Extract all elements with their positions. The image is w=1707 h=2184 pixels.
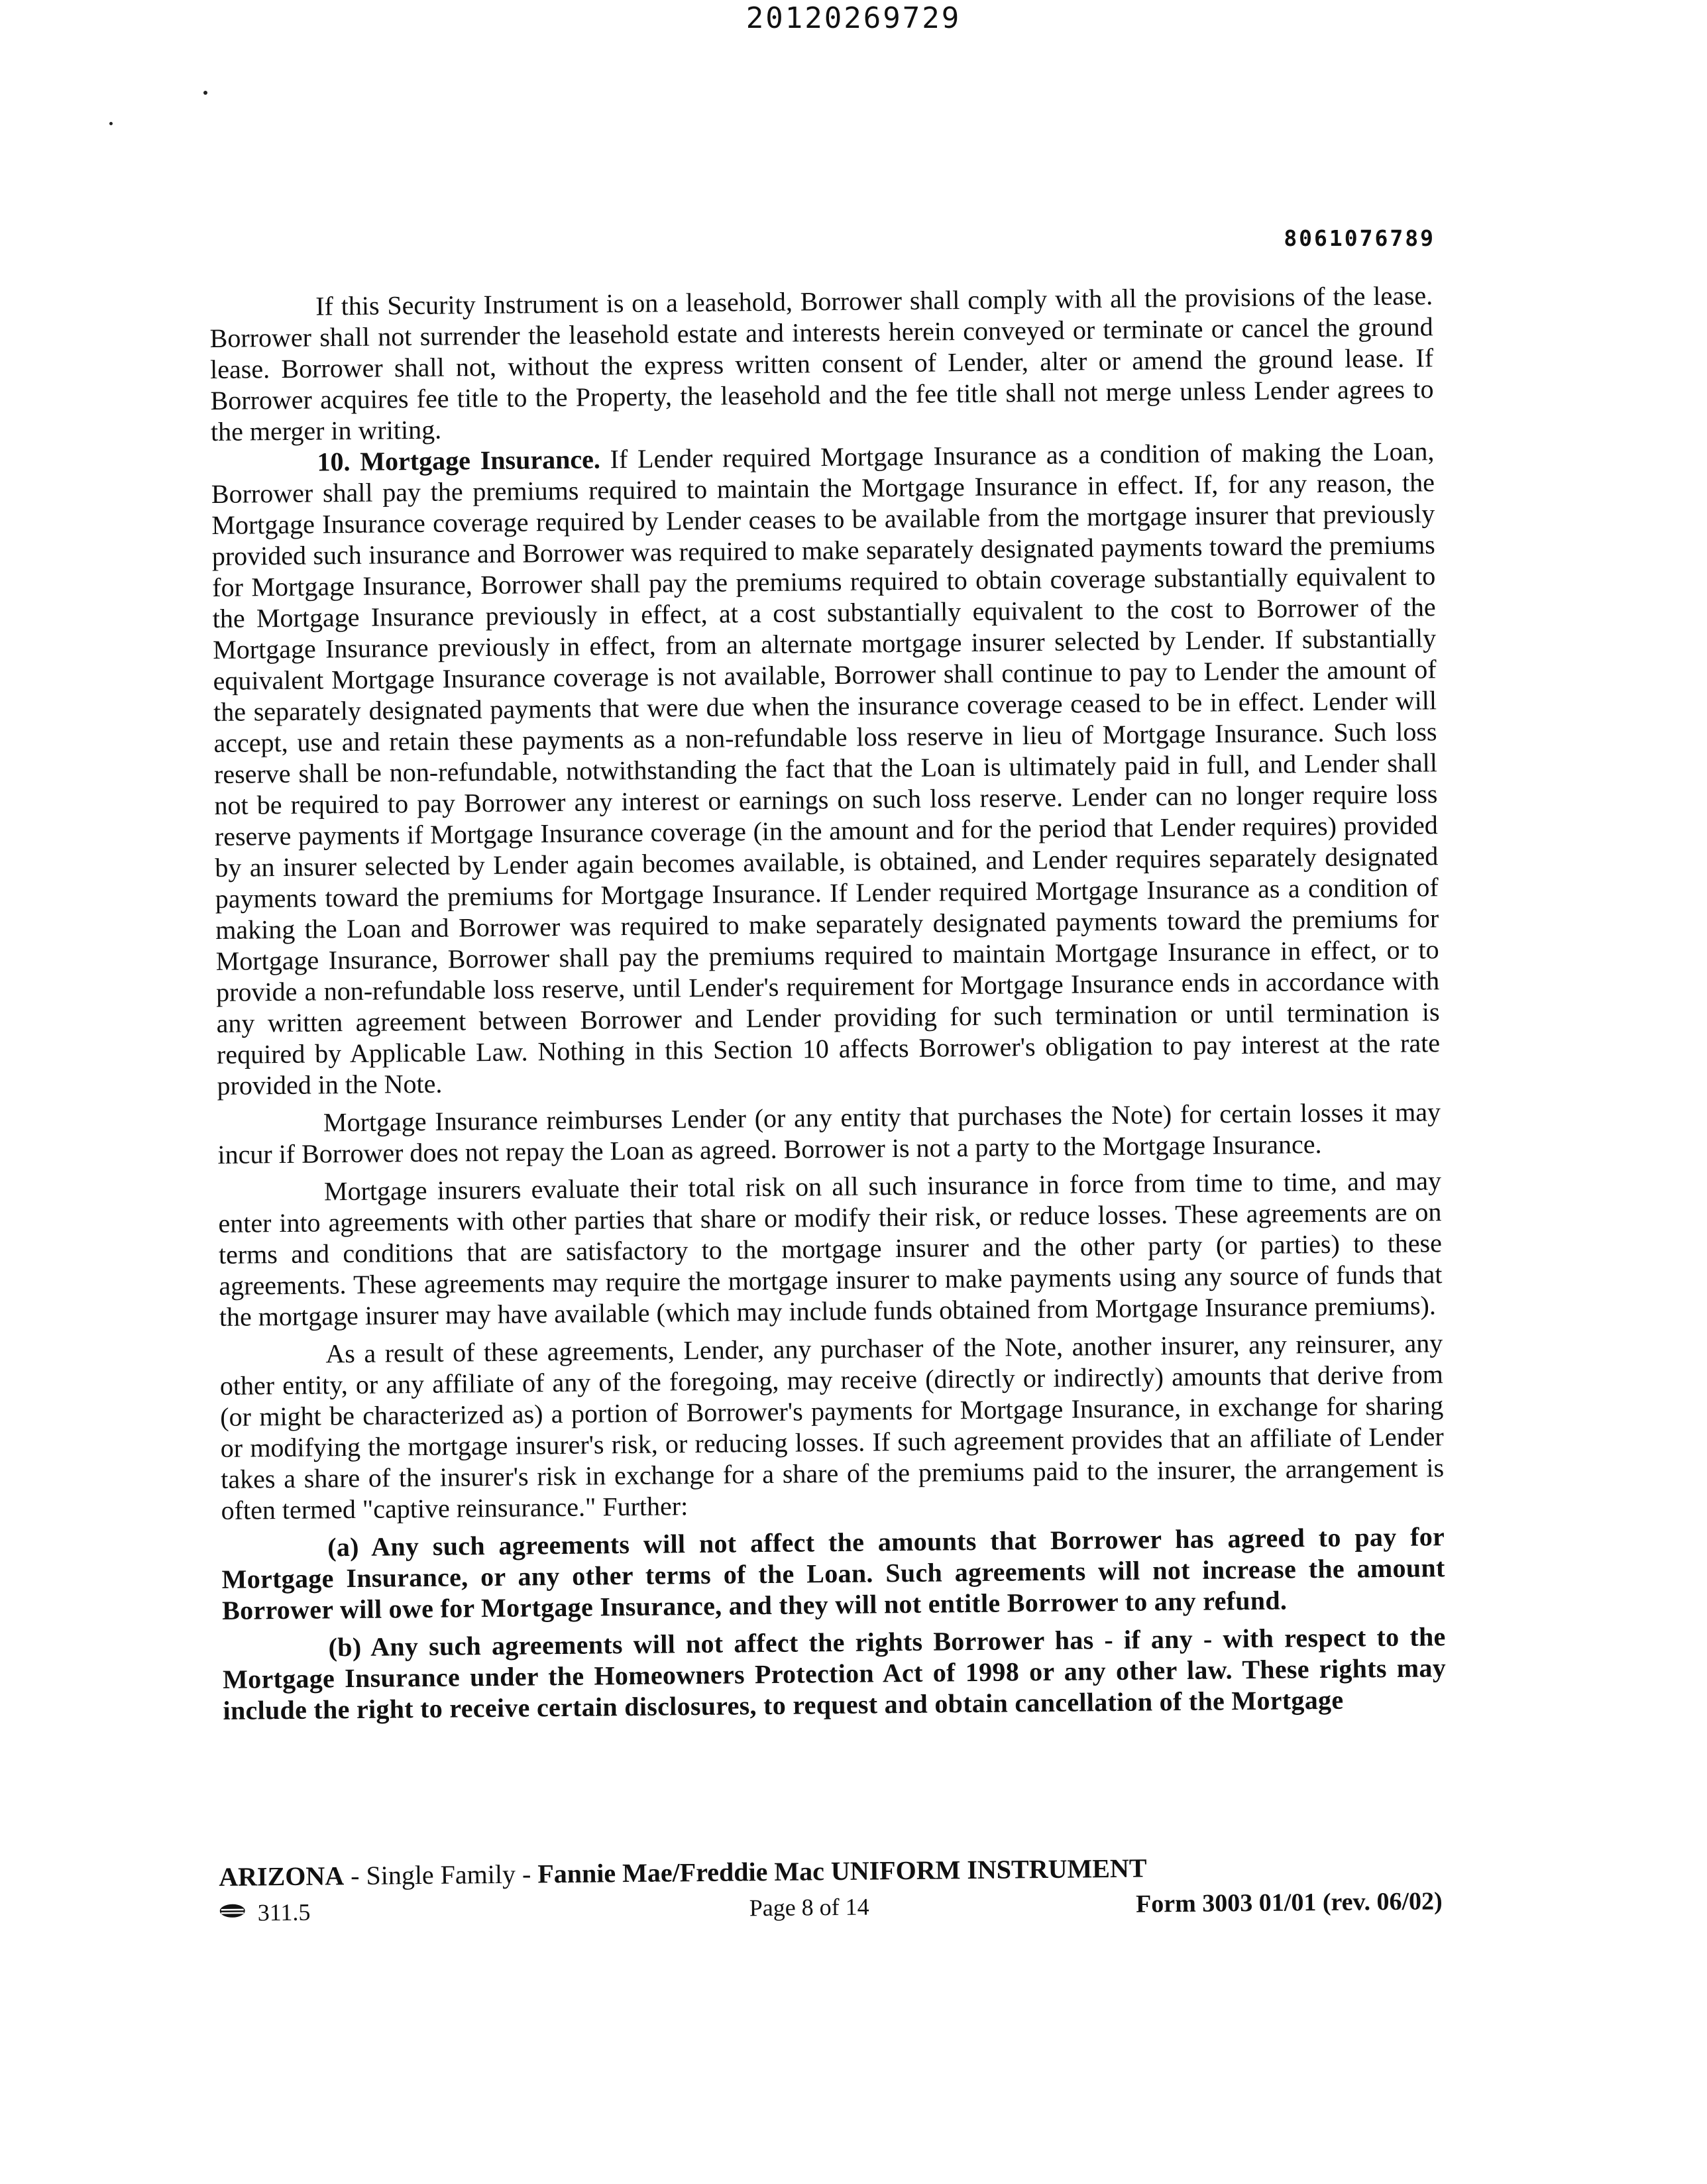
vmp-logo-icon — [219, 1903, 246, 1919]
footer-separator: - — [343, 1860, 366, 1891]
paragraph-section-10 — [211, 435, 1440, 1101]
paragraph-insurers: Mortgage insurers evaluate their total risk on all such insurance in force from time to time, and may enter into agreements with other parties that share or modify their risk, or reduce losses. These agreements are on terms and conditions that are satisfactory to the mortgage insurer and the other party (or parties) to these agreements. These agreements may require the mortgage insurer to make payments using any source of funds that the mortgage insurer may have available (which may include funds obtained from Mortgage Insurance premiums). — [218, 1166, 1443, 1332]
paragraph-reimburses: Mortgage Insurance reimburses Lender (or any entity that purchases the Note) for certain losses it may incur if Borrower does not repay the Loan as agreed. Borrower is not a party to the Mortgage Insurance. — [217, 1097, 1441, 1170]
document-body — [209, 280, 1447, 1726]
paragraph-leasehold: If this Security Instrument is on a leasehold, Borrower shall comply with all the provisions of the lease. Borrower shall not surrender the leasehold estate and interests herein conveyed or terminate or cancel the ground lease. Borrower shall not, without the express written consent of Lender, alter or amend the ground lease. If Borrower acquires fee title to the Property, the leasehold and the fee title shall not merge unless Lender agrees to the merger in writing. — [209, 280, 1434, 447]
document-number: 20120269729 — [745, 1, 962, 35]
footer-form-number: Form 3003 01/01 (rev. 06/02) — [1135, 1887, 1443, 1918]
section-10-heading: 10. Mortgage Insurance. — [317, 444, 601, 477]
footer-separator: - — [515, 1859, 538, 1889]
document-footer — [219, 1849, 1443, 1930]
paragraph-clause-b: (b) Any such agreements will not affect the rights Borrower has - if any - with respect to the Mortgage Insurance under the Homeowners Protection Act of 1998 or any other law. These rights may include the right to receive certain disclosures, to request and obtain cancellation of the Mortgage — [222, 1621, 1447, 1725]
footer-instrument: Fannie Mae/Freddie Mac UNIFORM INSTRUMENT — [537, 1853, 1147, 1889]
footer-page-number: Page 8 of 14 — [749, 1893, 869, 1922]
section-10-text: If Lender required Mortgage Insurance as a condition of making the Loan, Borrower shall pay the premiums required to maintain the Mortgage Insurance in effect. If, for any reason, the Mortgage Insurance coverage required by Lender ceases to be available from the mortgage insurer that previously provided such insurance and Borrower was required to make separately designated payments toward the premiums for Mortgage Insurance, Borrower shall pay the premiums required to obtain coverage substantially equivalent to the Mortgage Insurance previously in effect, at a cost substantially equivalent to the cost to Borrower of the Mortgage Insurance previously in effect, from an alternate mortgage insurer selected by Lender. If substantially equivalent Mortgage Insurance coverage is not available, Borrower shall continue to pay to Lender the amount of the separately designated payments that were due when the insurance coverage ceased to be in effect. Lender will accept, use and retain these payments as a non-refundable loss reserve in lieu of Mortgage Insurance. Such loss reserve shall be non-refundable, notwithstanding the fact that the Loan is ultimately paid in full, and Lender shall not be required to pay Borrower any interest or earnings on such loss reserve. Lender can no longer require loss reserve payments if Mortgage Insurance coverage (in the amount and for the period that Lender requires) provided by an insurer selected by Lender again becomes available, is obtained, and Lender requires separately designated payments toward the premiums for Mortgage Insurance. If Lender required Mortgage Insurance as a condition of making the Loan and Borrower was required to make separately designated payments toward the premiums for Mortgage Insurance, Borrower shall pay the premiums required to maintain Mortgage Insurance in effect, or to provide a non-refundable loss reserve, until Lender's requirement for Mortgage Insurance ends in accordance with any written agreement between Borrower and Lender providing for such termination or until termination is required by Applicable Law. Nothing in this Section 10 affects Borrower's obligation to pay interest at the rate provided in the Note. — [211, 436, 1441, 1101]
paragraph-agreements-result: As a result of these agreements, Lender, any purchaser of the Note, another insurer, any reinsurer, any other entity, or any affiliate of any of the foregoing, may receive (directly or indirectly) amounts that derive from (or might be characterized as) a portion of Borrower's payments for Mortgage Insurance, in exchange for sharing or modifying the mortgage insurer's risk, or reducing losses. If such agreement provides that an affiliate of Lender takes a share of the insurer's risk in exchange for a share of the premiums paid to the insurer, the arrangement is often termed "captive reinsurance." Further: — [219, 1328, 1445, 1525]
footer-form-code: 311.5 — [257, 1898, 311, 1926]
footer-state: ARIZONA — [219, 1861, 345, 1892]
scan-speck — [203, 91, 207, 95]
scan-speck — [109, 122, 113, 125]
loan-number: 8061076789 — [1284, 225, 1435, 251]
paragraph-clause-a: (a) Any such agreements will not affect the amounts that Borrower has agreed to pay for Mortgage Insurance, or any other terms of the Loan. Such agreements will not increase the amount Borrower will owe for Mortgage Insurance, and they will not entitle Borrower to any refund. — [221, 1521, 1445, 1625]
footer-family: Single Family — [366, 1859, 516, 1890]
